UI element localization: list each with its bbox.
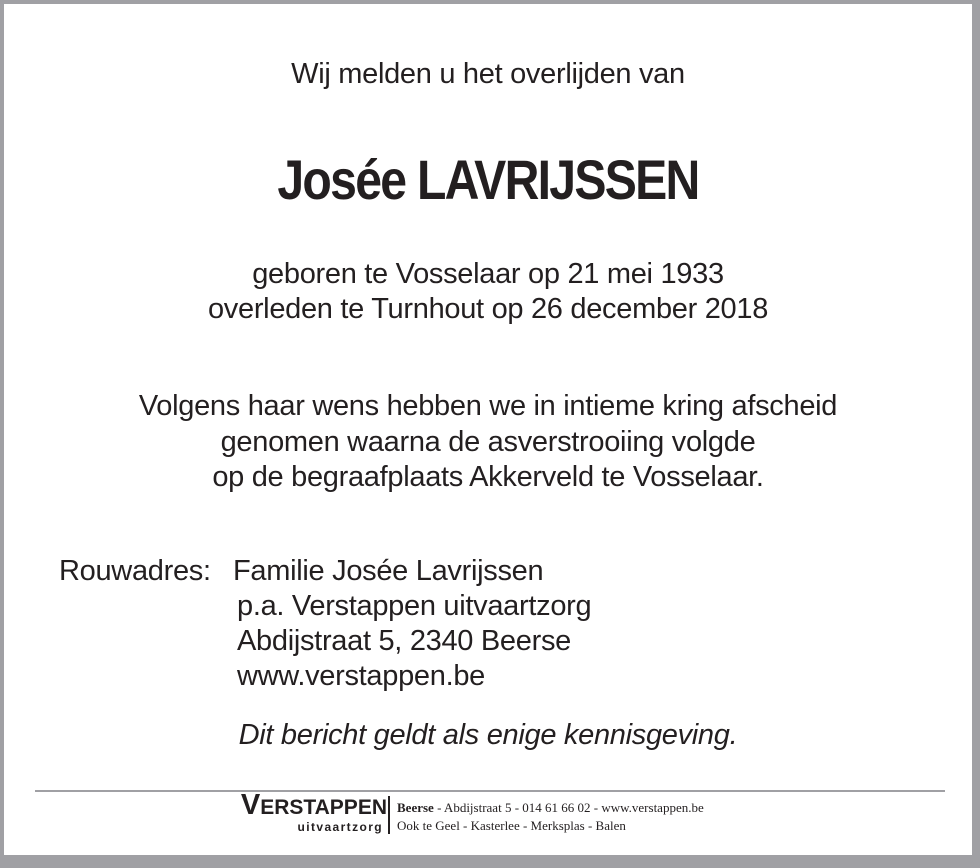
footer-contact-details: - Abdijstraat 5 - 014 61 66 02 - www.verstappen.be <box>433 800 704 815</box>
footer-branches: Ook te Geel - Kasterlee - Merksplas - Balen <box>397 818 626 833</box>
farewell-paragraph-line: Volgens haar wens hebben we in intieme kring afscheid <box>138 390 838 422</box>
footer-location: Beerse <box>397 800 434 815</box>
farewell-paragraph-line: genomen waarna de asverstrooiing volgde <box>220 426 756 458</box>
footer-divider <box>35 790 945 792</box>
intro-text: Wij melden u het overlijden van <box>291 58 685 90</box>
birth-info: geboren te Vosselaar op 21 mei 1933 <box>252 258 724 290</box>
notice-text: Dit bericht geldt als enige kennisgeving. <box>238 719 738 751</box>
address-line: p.a. Verstappen uitvaartzorg <box>237 590 592 622</box>
farewell-paragraph-line: op de begraafplaats Akkerveld te Vosselaar. <box>212 461 764 493</box>
death-notice-page <box>4 4 972 855</box>
verstappen-logo <box>207 789 387 834</box>
logo-wordmark: VERSTAPPEN <box>240 789 387 821</box>
address-website: www.verstappen.be <box>237 660 485 692</box>
logo-subtitle: uitvaartzorg <box>297 820 383 834</box>
address-line: Familie Josée Lavrijssen <box>233 555 544 587</box>
footer-contact <box>397 800 704 816</box>
logo-divider <box>388 796 390 834</box>
address-label: Rouwadres: <box>59 555 211 587</box>
address-line: Abdijstraat 5, 2340 Beerse <box>237 625 571 657</box>
deceased-name: Josée LAVRIJSSEN <box>277 148 699 211</box>
death-info: overleden te Turnhout op 26 december 2018 <box>207 293 769 325</box>
